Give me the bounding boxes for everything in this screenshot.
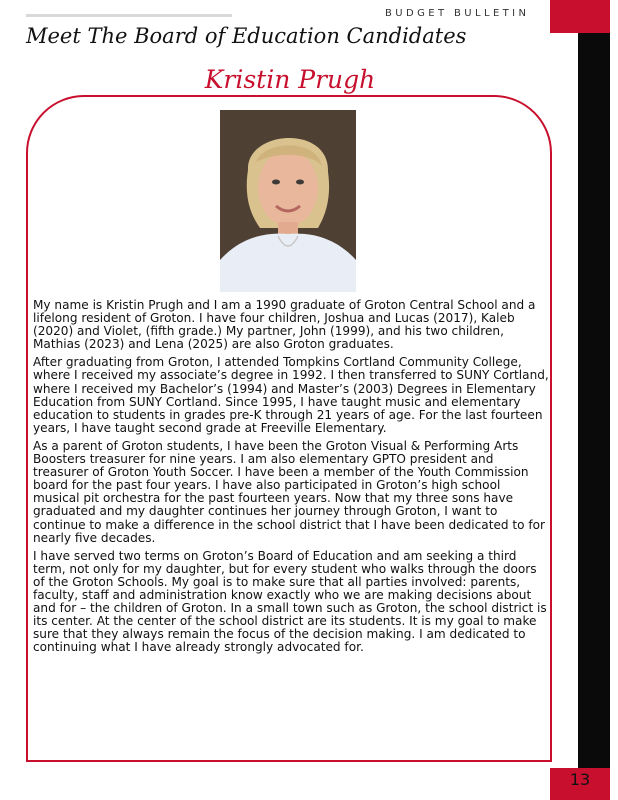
bio-paragraph: As a parent of Groton students, I have been the Groton Visual & Performing Arts Boosters treasurer for nine years. I am also elementary GPTO president and treasurer of Groton Youth Soccer. I have been a member of the Youth Commission board for the past four years. I have also participated in Groton’s high school musical pit orchestra for the past fourteen years. Now that my three sons have graduated and my daughter continues her journey through Groton, I want to continue to make a difference in the school district that I have been dedicated to for nearly five decades. <box>33 438 546 545</box>
candidate-name-text: Kristin Prugh <box>195 65 386 94</box>
page-number: 13 <box>569 770 591 789</box>
bio-paragraph: I have served two terms on Groton’s Board of Education and am seeking a third term, not only for my daughter, but for every student who walks through the doors of the Groton Schools. My goal is to make sure that all parties involved: parents, faculty, staff and administration know exactly who we are making decisions about and for – the children of Groton. In a small town such as Groton, the school district is its center. At the center of the school district are its students. It is my goal to make sure that they always remain the focus of the decision making. I am dedicated to continuing what I have already strongly advocated for. <box>33 548 547 655</box>
candidate-photo <box>220 110 356 292</box>
bio-paragraph: My name is Kristin Prugh and I am a 1990 graduate of Groton Central School and a lifelong resident of Groton. I have four children, Joshua and Lucas (2017), Kaleb (2020) and Violet, (fifth grade.) My partner, John (1999), and his two children, Mathias (2023) and Lena (2025) are also Groton graduates. <box>33 298 536 352</box>
section-label: BUDGET BULLETIN <box>385 8 530 19</box>
candidate-name <box>0 65 580 94</box>
bio-paragraph: After graduating from Groton, I attended Tompkins Cortland Community College, where I received my associate’s degree in 1992. I then transferred to SUNY Cortland, where I received my Bachelor’s (1994) and Master’s (2003) Degrees in Elementary Education from SUNY Cortland. Since 1995, I have taught music and elementary education to students in grades pre-K through 21 years of age. For the last fourteen years, I have taught second grade at Freeville Elementary. <box>33 355 549 435</box>
side-black-bar <box>578 33 610 768</box>
top-rule <box>26 14 232 17</box>
portrait-icon <box>220 110 356 292</box>
page-headline: Meet The Board of Education Candidates <box>26 24 467 48</box>
red-corner-block-top <box>550 0 610 33</box>
candidate-bio <box>33 299 549 659</box>
